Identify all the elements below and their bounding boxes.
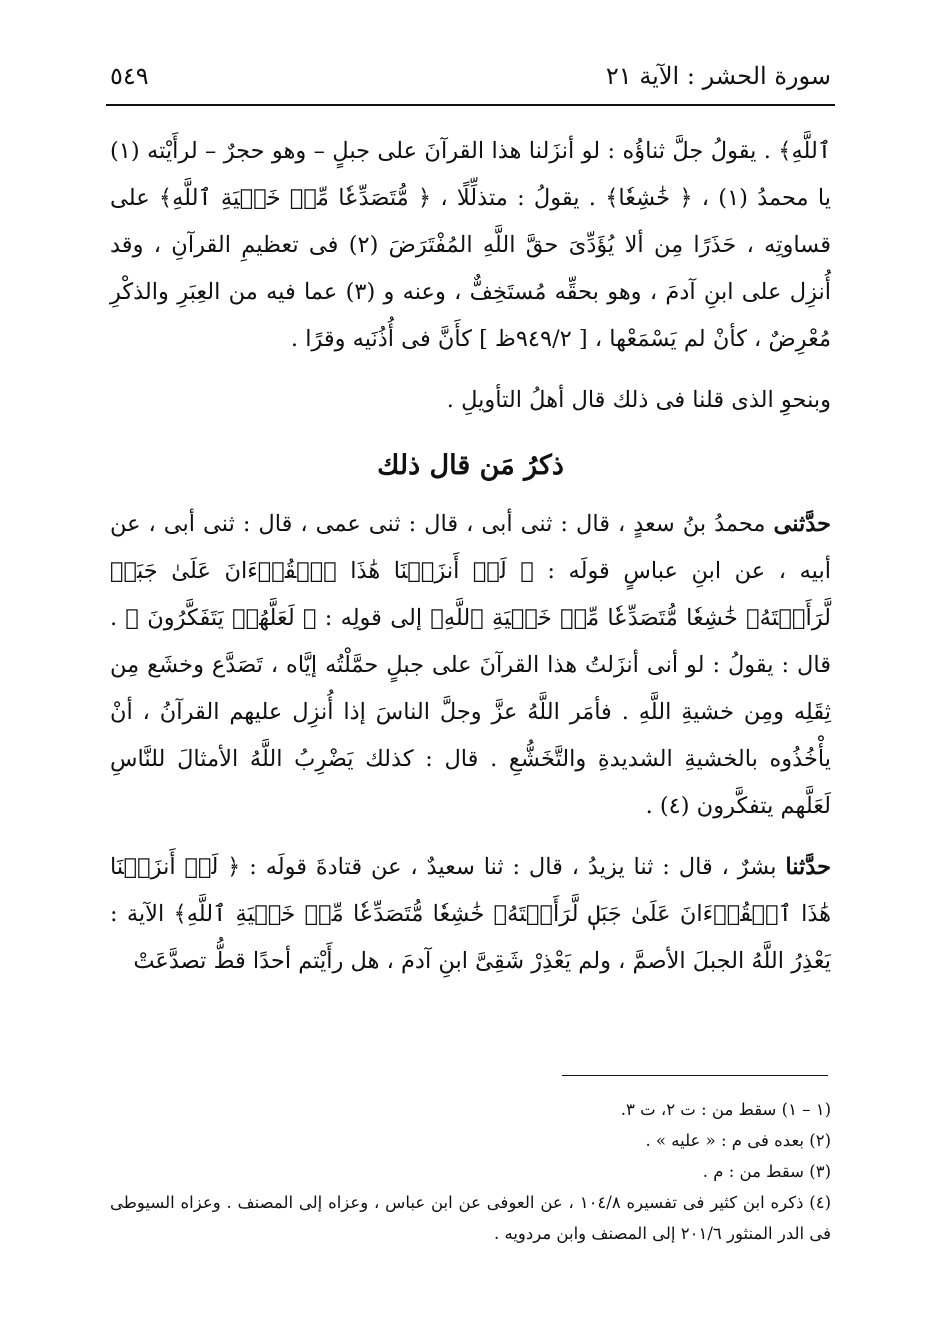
narration-text: بشرٌ ، قال : ثنا يزيدُ ، قال : ثنا سعيدٌ ، عن قتادةَ قولَه : ﴿ لَوۡ أَنزَلۡنَا هَٰذَا ٱلۡقُرۡءَانَ عَلَىٰ جَبَلٖ لَّرَأَيۡتَهُۥ خَٰشِعٗا مُّتَصَدِّعٗا مِّنۡ خَشۡيَةِ ٱللَّهِ﴾ الآية : يَعْذِرُ اللَّهُ الجبلَ الأصمَّ ، ولم يَعْذِرْ شَقِىَّ ابنِ آدمَ ، هل رأَيْتم أحدًا قطُّ تصدَّعَتْ xyxy=(110,854,831,974)
section-heading: ذكرُ مَن قال ذلك xyxy=(377,450,564,481)
footnotes xyxy=(110,1094,831,1249)
page-number: ٥٤٩ xyxy=(110,62,149,90)
footnote-rule xyxy=(562,1075,828,1076)
narration-lead: حدَّثنا xyxy=(785,854,831,880)
footnote: (٣) سقط من : م . xyxy=(702,1162,831,1181)
paragraph-commentary: ٱللَّهِ﴾ . يقولُ جلَّ ثناؤُه : لو أنزَلنا هذا القرآنَ على جبلٍ – وهو حجرٌ – لرأَيْته (١) يا محمدُ (١) ، ﴿ خَٰشِعٗا﴾ . يقولُ : متذلِّلًا ، ﴿ مُّتَصَدِّعٗا مِّنۡ خَشۡيَةِ ٱللَّهِ﴾ على قساوتِه ، حَذَرًا مِن ألا يُؤَدِّىَ حقَّ اللَّهِ المُفْتَرَضَ (٢) فى تعظيمِ القرآنِ ، وقد أُنزِل على ابنِ آدمَ ، وهو بحقِّه مُستَخِفٌّ ، وعنه و (٣) عما فيه من العِبَرِ والذكْرِ مُعْرِضٌ ، كأنْ لم يَسْمَعْها ، [ ٩٤٩/٢ظ ] كأَنَّ فى أُذُنَيه وقرًا . xyxy=(110,138,832,352)
running-header xyxy=(110,54,831,98)
paragraph-narration-1 xyxy=(110,501,831,830)
paragraph-narration-2 xyxy=(110,844,831,985)
paragraph-transition: وبنحوِ الذى قلنا فى ذلك قال أهلُ التأويلِ . xyxy=(446,387,831,413)
main-text xyxy=(110,128,831,985)
narration-text: محمدُ بنُ سعدٍ ، قال : ثنى أبى ، قال : ثنى عمى ، قال : ثنى أبى ، عن أبيه ، عن ابنِ عباسٍ قولَه : ﴿ لَوۡ أَنزَلۡنَا هَٰذَا ٱلۡقُرۡءَانَ عَلَىٰ جَبَلٖ لَّرَأَيۡتَهُۥ خَٰشِعٗا مُّتَصَدِّعٗا مِّنۡ خَشۡيَةِ ٱللَّهِ﴾ إلى قولِه : ﴿ لَعَلَّهُمۡ يَتَفَكَّرُونَ ﴾ . قال : يقولُ : لو أنى أنزَلتُ هذا القرآنَ على جبلٍ حمَّلْتُه إيَّاه ، تَصَدَّع وخشَع مِن ثِقَلِه ومِن خشيةِ اللَّهِ . فأمَر اللَّهُ عزَّ وجلَّ الناسَ إذا أُنزِل عليهم القرآنُ ، أنْ يأْخُذُوه بالخشيةِ الشديدةِ والتَّخَشُّعِ . قال : كذلك يَضْرِبُ اللَّهُ الأمثالَ للنَّاسِ لَعَلَّهم يتفكَّرون (٤) . xyxy=(110,511,831,819)
header-title: سورة الحشر : الآية ٢١ xyxy=(605,62,831,90)
footnote: (١ – ١) سقط من : ت ٢، ت ٣. xyxy=(620,1100,831,1119)
footnote: (٤) ذكره ابن كثير فى تفسيره ١٠٤/٨ ، عن العوفى عن ابن عباس ، وعزاه إلى المصنف . وعزاه السيوطى فى الدر المنثور ٢٠١/٦ إلى المصنف وابن مردويه . xyxy=(110,1193,832,1243)
header-rule xyxy=(106,104,835,106)
narration-lead: حدَّثنى xyxy=(773,511,831,537)
footnote: (٢) بعده فى م : « عليه » . xyxy=(645,1131,831,1150)
